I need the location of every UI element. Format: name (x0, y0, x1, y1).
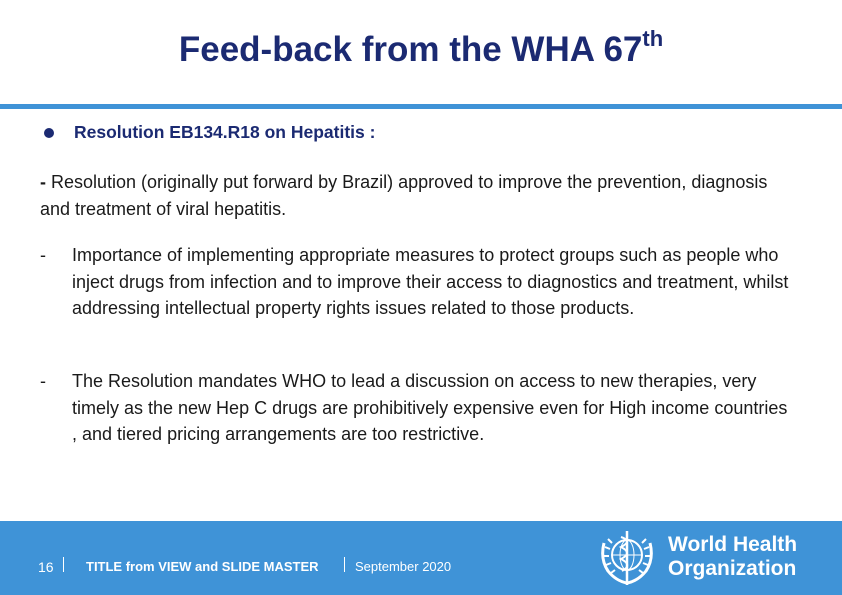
who-wordmark-line1: World Health (668, 533, 798, 556)
slide-title-superscript: th (642, 26, 664, 51)
bullet-resolution-text: Resolution EB134.R18 on Hepatitis : (74, 122, 376, 142)
list-item-dash: - (40, 371, 46, 391)
footer-separator (344, 557, 345, 572)
title-divider (0, 104, 842, 109)
intro-text: Resolution (originally put forward by Brazil) approved to improve the prevention, diagnosis and treatment of viral hepatitis. (40, 172, 768, 219)
list-item (40, 242, 800, 322)
intro-dash: - (40, 172, 46, 192)
footer-slide-title: TITLE from VIEW and SLIDE MASTER (86, 559, 319, 574)
list-item-text: The Resolution mandates WHO to lead a discussion on access to new therapies, very timely as the new Hep C drugs are prohibitively expensive even for High income countries , and tiered pricing arrangements are too restrictive. (72, 371, 788, 444)
footer-separator (63, 557, 64, 572)
footer-bar (0, 521, 842, 595)
slide-title-text: Feed-back from the WHA 67 (178, 30, 643, 69)
who-wordmark (668, 533, 797, 581)
footer-date: September 2020 (355, 559, 452, 574)
who-emblem-icon (594, 525, 660, 591)
bullet-resolution (44, 122, 375, 143)
page-number: 16 (38, 559, 54, 575)
list-item (40, 368, 800, 448)
slide-title (0, 26, 842, 70)
who-wordmark-line2: Organization (668, 557, 797, 580)
bullet-dot-icon (44, 128, 54, 138)
list-item-text: Importance of implementing appropriate measures to protect groups such as people who inject drugs from infection and to improve their access to diagnostics and treatment, whilst addressing intellectual property rights issues related to those products. (72, 245, 789, 318)
list-item-dash: - (40, 245, 46, 265)
intro-paragraph (40, 169, 800, 223)
